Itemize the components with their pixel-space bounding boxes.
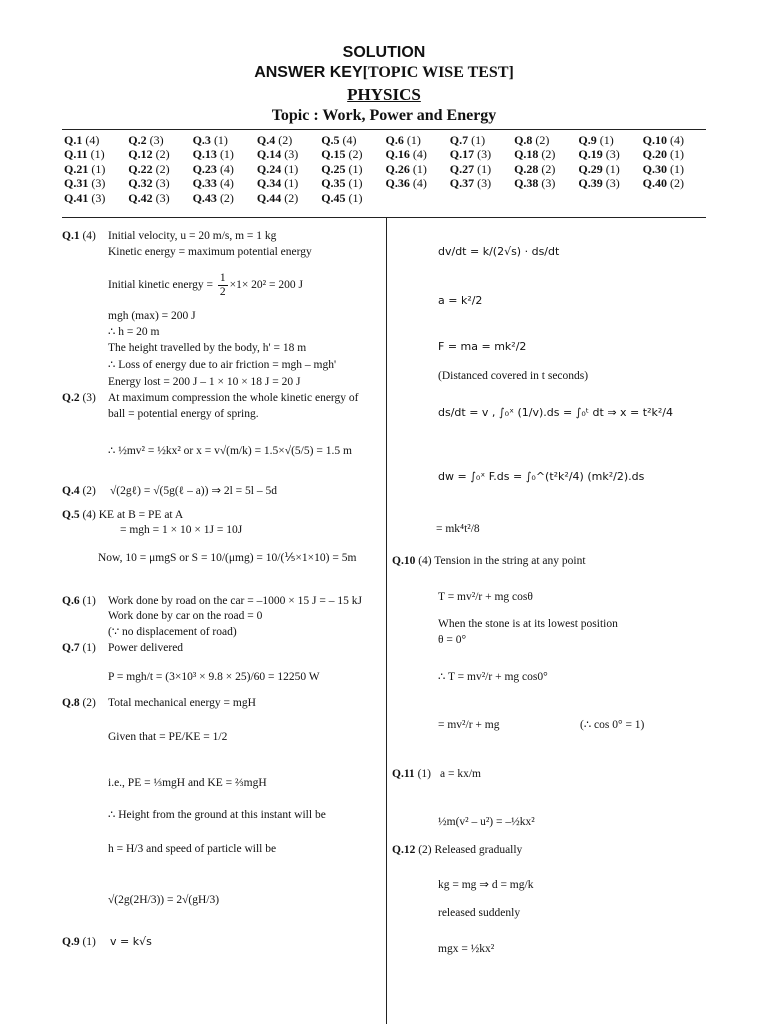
q11-label: Q.11 — [392, 768, 415, 780]
q4-answer: (2) — [82, 485, 96, 497]
column-divider — [386, 217, 387, 1024]
answer-key-question: Q.27 — [449, 161, 475, 176]
answer-key-option: (2) — [284, 190, 299, 205]
answer-key-question: Q.26 — [385, 161, 410, 176]
q8-line4: ∴ Height from the ground at this instant will be — [108, 809, 326, 821]
q10-line5: ∴ T = mv²/r + mg cos0° — [438, 671, 548, 683]
q10-line4: θ = 0° — [438, 634, 467, 646]
answer-key-question: Q.32 — [128, 176, 153, 191]
answer-key-option: (2) — [348, 147, 363, 162]
answer-key-question: Q.8 — [514, 133, 533, 147]
q6-line2: Work done by car on the road = 0 — [108, 610, 263, 622]
answer-key-option: (4) — [342, 133, 357, 147]
q1-line5: ∴ h = 20 m — [108, 326, 160, 338]
q5-line1: KE at B = PE at A — [98, 509, 184, 521]
answer-key-question: Q.2 — [128, 133, 147, 147]
answer-key-question: Q.23 — [192, 161, 217, 176]
answer-key-option: (1) — [471, 133, 486, 147]
answer-key-question: Q.28 — [514, 161, 539, 176]
q6-line3: (∵ no displacement of road) — [108, 626, 237, 638]
q7-label: Q.7 — [62, 642, 80, 654]
q1-answer: (4) — [82, 230, 96, 242]
r-work-eq: dw = ∫₀ˣ F.ds = ∫₀^(t²k²/4) (mk²/2).ds — [438, 470, 645, 483]
q10-label: Q.10 — [392, 555, 416, 567]
answer-key-question: Q.24 — [256, 161, 282, 176]
q10-line2: T = mv²/r + mg cosθ — [438, 591, 533, 603]
answer-key-option: (1) — [213, 133, 228, 147]
q12-line4: mgx = ½kx² — [438, 943, 495, 955]
answer-key-option: (3) — [541, 176, 556, 191]
answer-key-question: Q.35 — [321, 176, 346, 191]
q7-answer: (1) — [82, 642, 96, 654]
q5-answer: (4) — [82, 509, 96, 521]
r-force-eq: F = ma = mk²/2 — [438, 340, 527, 353]
q12-line3: released suddenly — [438, 907, 521, 919]
answer-key-question: Q.37 — [449, 176, 475, 191]
q9-label: Q.9 — [62, 936, 80, 948]
r-work-result: = mk⁴t²/8 — [436, 523, 480, 535]
q1-line3: Initial kinetic energy = $\frac{1}{2}$ ×1× 20² = 200 J — [108, 272, 303, 298]
answer-key-option: (3) — [477, 176, 492, 191]
answer-key-question: Q.31 — [64, 176, 89, 191]
q1-line1: Initial velocity, u = 20 m/s, m = 1 kg — [108, 230, 277, 242]
q7-line2: P = mgh/t = (3×10³ × 9.8 × 25)/60 = 12250 W — [108, 671, 320, 683]
answer-key-question: Q.11 — [64, 147, 88, 162]
answer-key-option: (4) — [85, 133, 100, 147]
q10-answer: (4) — [418, 555, 432, 567]
answer-key-question: Q.12 — [128, 147, 153, 162]
q12-answer: (2) — [418, 844, 432, 856]
q1-line6: The height travelled by the body, h' = 18 m — [108, 342, 307, 354]
q5-line3: Now, 10 = μmgS or S = 10/(μmg) = 10/(⅕×1×10) = 5m — [98, 552, 357, 564]
answer-key-option: (2) — [535, 133, 550, 147]
answer-key-question: Q.19 — [578, 147, 603, 162]
q6-answer: (1) — [82, 595, 96, 607]
q2-equation: ∴ ½mv² = ½kx² or x = v√(m/k) = 1.5×√(5/5) = 1.5 m — [108, 445, 352, 457]
answer-key-option: (2) — [670, 176, 685, 191]
q8-line1: Total mechanical energy = mgH — [108, 697, 256, 709]
answer-key-question: Q.33 — [192, 176, 217, 191]
left-column — [62, 0, 384, 1024]
q1-line8: Energy lost = 200 J – 1 × 10 × 18 J = 20 J — [108, 376, 301, 388]
q8-line6: √(2g(2H/3)) = 2√(gH/3) — [108, 894, 220, 906]
answer-key-question: Q.21 — [64, 161, 89, 176]
answer-key-option: (4) — [219, 161, 234, 176]
answer-key-option: (3) — [155, 190, 170, 205]
answer-key-question: Q.7 — [449, 133, 469, 147]
answer-key-question: Q.40 — [642, 176, 668, 191]
answer-key-option: (1) — [670, 161, 685, 176]
answer-key-question: Q.15 — [321, 147, 346, 162]
q1-label: Q.1 — [62, 230, 80, 242]
answer-key-heading: ANSWER KEY[TOPIC WISE TEST] — [254, 64, 514, 81]
answer-key-question: Q.10 — [642, 133, 668, 147]
answer-key-option: (4) — [219, 176, 234, 191]
answer-key-option: (3) — [149, 133, 164, 147]
answer-key-option: (1) — [599, 133, 614, 147]
answer-key-option: (1) — [284, 176, 299, 191]
q10-line1: Tension in the string at any point — [434, 555, 586, 567]
answer-key-question: Q.41 — [64, 190, 89, 205]
answer-key-question: Q.22 — [128, 161, 153, 176]
q11-line2: ½m(v² – u²) = –½kx² — [438, 816, 535, 828]
answer-key-question: Q.38 — [514, 176, 539, 191]
q1-line2: Kinetic energy = maximum potential energy — [108, 246, 312, 258]
r-accel-eq: a = k²/2 — [438, 294, 483, 307]
answer-key-option: (2) — [278, 133, 293, 147]
answer-key-question: Q.5 — [321, 133, 340, 147]
answer-key-question: Q.1 — [64, 133, 83, 147]
q8-label: Q.8 — [62, 697, 80, 709]
solution-title: SOLUTION — [342, 44, 426, 61]
q2-label: Q.2 — [62, 392, 80, 404]
subject-heading: PHYSICS — [347, 85, 421, 104]
q2-answer: (3) — [82, 392, 96, 404]
answer-key-option: (1) — [284, 161, 299, 176]
q10-line7: (∴ cos 0° = 1) — [580, 719, 645, 731]
answer-key-option: (1) — [605, 161, 620, 176]
topic-heading: Topic : Work, Power and Energy — [271, 107, 497, 124]
answer-key-option: (1) — [91, 161, 106, 176]
answer-key-option: (3) — [477, 147, 492, 162]
answer-key-question: Q.42 — [128, 190, 153, 205]
answer-key-option: (2) — [541, 161, 556, 176]
q4-label: Q.4 — [62, 485, 80, 497]
answer-key-option: (1) — [477, 161, 492, 176]
q6-label: Q.6 — [62, 595, 80, 607]
answer-key-question: Q.13 — [192, 147, 217, 162]
answer-key-question: Q.17 — [449, 147, 475, 162]
answer-key-option: (2) — [219, 190, 234, 205]
answer-key-question: Q.25 — [321, 161, 346, 176]
answer-key-option: (3) — [91, 190, 106, 205]
answer-key-option: (2) — [155, 161, 170, 176]
q2-line2: ball = potential energy of spring. — [108, 408, 259, 420]
answer-key-question: Q.30 — [642, 161, 668, 176]
answer-key-option: (1) — [412, 161, 427, 176]
answer-key-option: (2) — [155, 147, 170, 162]
q5-line2: = mgh = 1 × 10 × 1J = 10J — [120, 524, 243, 536]
r-distance-note: (Distanced covered in t seconds) — [438, 370, 589, 382]
q7-line1: Power delivered — [108, 642, 184, 654]
answer-key-option: (3) — [91, 176, 106, 191]
answer-key-question: Q.4 — [256, 133, 276, 147]
q1-line4: mgh (max) = 200 J — [108, 310, 196, 322]
q9-answer: (1) — [82, 936, 96, 948]
q10-line3: When the stone is at its lowest position — [438, 618, 618, 630]
q4-equation: √(2gℓ) = √(5g(ℓ – a)) ⇒ 2l = 5l – 5d — [110, 485, 277, 497]
answer-key-option: (3) — [284, 147, 299, 162]
q8-answer: (2) — [82, 697, 96, 709]
q11-line1: a = kx/m — [440, 768, 481, 780]
answer-key-question: Q.43 — [192, 190, 217, 205]
answer-key-question: Q.9 — [578, 133, 597, 147]
answer-key-question: Q.45 — [321, 190, 346, 205]
answer-key-option: (1) — [219, 147, 234, 162]
right-column — [392, 0, 706, 1024]
r-derivative-eq: dv/dt = k/(2√s) · ds/dt — [438, 245, 560, 258]
answer-key-option: (4) — [412, 176, 427, 191]
answer-key-question: Q.18 — [514, 147, 539, 162]
answer-key-question: Q.34 — [256, 176, 282, 191]
q12-label: Q.12 — [392, 844, 416, 856]
q8-line3: i.e., PE = ⅓mgH and KE = ⅔mgH — [108, 777, 267, 789]
answer-key-question: Q.39 — [578, 176, 603, 191]
q8-line5: h = H/3 and speed of particle will be — [108, 843, 277, 855]
answer-key-option: (3) — [155, 176, 170, 191]
q9-equation: v = k√s — [110, 935, 152, 948]
answer-key-option: (4) — [412, 147, 427, 162]
answer-key-question: Q.20 — [642, 147, 668, 162]
r-integral-eq: ds/dt = v , ∫₀ˣ (1/v).ds = ∫₀ᵗ dt ⇒ x = t²k²/4 — [438, 406, 673, 419]
q1-line7: ∴ Loss of energy due to air friction = mgh – mgh' — [108, 359, 337, 371]
q6-line1: Work done by road on the car = –1000 × 15 J = – 15 kJ — [108, 595, 362, 607]
answer-key-option: (1) — [406, 133, 421, 147]
q5-label: Q.5 — [62, 509, 80, 521]
answer-key-option: (1) — [670, 147, 685, 162]
answer-key-question: Q.36 — [385, 176, 410, 191]
answer-key-question: Q.3 — [192, 133, 211, 147]
answer-key-question: Q.14 — [256, 147, 282, 162]
answer-key-option: (3) — [605, 176, 620, 191]
answer-key-option: (1) — [348, 176, 363, 191]
q8-line2: Given that = PE/KE = 1/2 — [108, 731, 228, 743]
answer-key-question: Q.44 — [256, 190, 282, 205]
q12-line2: kg = mg ⇒ d = mg/k — [438, 879, 534, 891]
answer-key-option: (1) — [348, 161, 363, 176]
q12-line1: Released gradually — [434, 844, 523, 856]
answer-key-question: Q.6 — [385, 133, 404, 147]
q10-line6: = mv²/r + mg — [438, 719, 500, 731]
answer-key-option: (2) — [541, 147, 556, 162]
answer-key-option: (1) — [348, 190, 363, 205]
answer-key-question: Q.16 — [385, 147, 410, 162]
q11-answer: (1) — [417, 768, 431, 780]
answer-key-question: Q.29 — [578, 161, 603, 176]
answer-key-option: (3) — [605, 147, 620, 162]
answer-key-option: (1) — [90, 147, 105, 162]
answer-key-option: (4) — [670, 133, 685, 147]
q2-line1: At maximum compression the whole kinetic energy of — [108, 392, 359, 404]
